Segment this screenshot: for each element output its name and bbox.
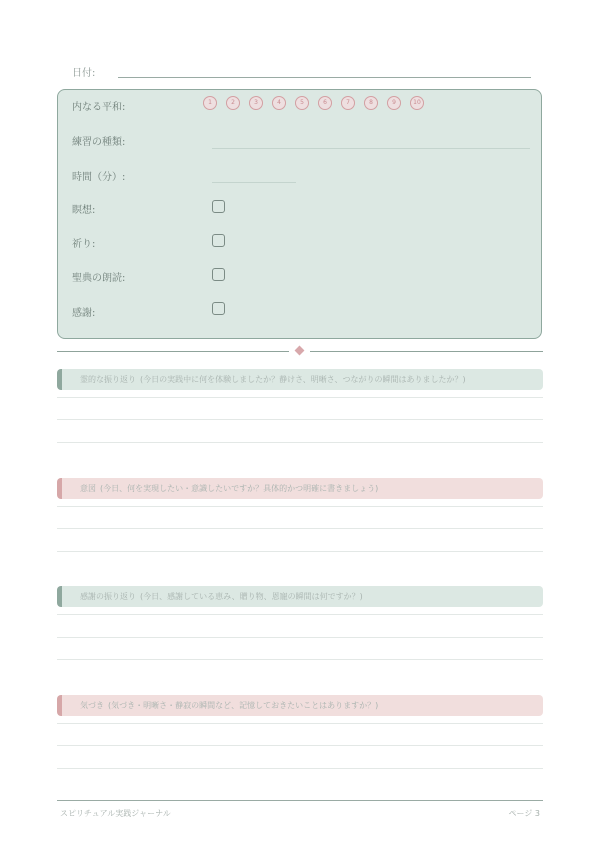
journal-title: スピリチュアル実践ジャーナル — [60, 809, 171, 818]
diamond-ornament-icon — [295, 346, 305, 356]
divider-right — [310, 351, 543, 352]
footer-divider — [57, 800, 543, 801]
scripture-reading-label: 聖典の朗読: — [72, 273, 126, 284]
writing-line[interactable] — [57, 637, 543, 638]
daily-checkin-panel — [57, 89, 542, 339]
scale-circle-2[interactable]: 2 — [226, 96, 240, 110]
scale-circle-8[interactable]: 8 — [364, 96, 378, 110]
section-prompt: (気づき・明晰さ・静寂の瞬間など、記憶しておきたいことはありますか？) — [108, 701, 379, 710]
divider-left — [57, 351, 289, 352]
date-label: 日付: — [72, 68, 96, 79]
writing-line[interactable] — [57, 723, 543, 724]
prayer-label: 祈り: — [72, 239, 96, 250]
section-title: 意図 — [80, 484, 96, 493]
scale-circle-7[interactable]: 7 — [341, 96, 355, 110]
scale-circle-1[interactable]: 1 — [203, 96, 217, 110]
writing-line[interactable] — [57, 442, 543, 443]
time-label: 時間（分）: — [72, 172, 126, 183]
section-prompt: (今日の実践中に何を体験しましたか？静けさ、明晰さ、つながりの瞬間はありましたか？) — [140, 375, 466, 384]
scripture-reading-checkbox[interactable] — [212, 268, 225, 281]
scale-circle-6[interactable]: 6 — [318, 96, 332, 110]
inner-peace-scale — [203, 96, 424, 110]
scale-circle-4[interactable]: 4 — [272, 96, 286, 110]
writing-line[interactable] — [57, 506, 543, 507]
scale-circle-10[interactable]: 10 — [410, 96, 424, 110]
inner-peace-label: 内なる平和: — [72, 102, 126, 113]
writing-line[interactable] — [57, 419, 543, 420]
writing-line[interactable] — [57, 745, 543, 746]
page-number: ページ 3 — [508, 809, 540, 818]
writing-line[interactable] — [57, 551, 543, 552]
prayer-checkbox[interactable] — [212, 234, 225, 247]
section-title: 感謝の振り返り — [80, 592, 136, 601]
gratitude-checkbox[interactable] — [212, 302, 225, 315]
section-title: 気づき — [80, 701, 104, 710]
section-header-insights — [57, 695, 543, 716]
section-header-intention — [57, 478, 543, 499]
section-prompt: (今日、感謝している恵み、贈り物、恩寵の瞬間は何ですか？) — [140, 592, 363, 601]
scale-circle-3[interactable]: 3 — [249, 96, 263, 110]
section-header-gratitude-reflection — [57, 586, 543, 607]
section-title: 霊的な振り返り — [80, 375, 136, 384]
writing-line[interactable] — [57, 768, 543, 769]
scale-circle-9[interactable]: 9 — [387, 96, 401, 110]
practice-type-field[interactable] — [212, 148, 530, 149]
writing-line[interactable] — [57, 528, 543, 529]
scale-circle-5[interactable]: 5 — [295, 96, 309, 110]
writing-line[interactable] — [57, 614, 543, 615]
practice-type-label: 練習の種類: — [72, 137, 126, 148]
meditation-label: 瞑想: — [72, 205, 96, 216]
meditation-checkbox[interactable] — [212, 200, 225, 213]
section-prompt: (今日、何を実現したい・意識したいですか？具体的かつ明確に書きましょう) — [100, 484, 379, 493]
section-header-spiritual-reflection — [57, 369, 543, 390]
writing-line[interactable] — [57, 659, 543, 660]
writing-line[interactable] — [57, 397, 543, 398]
time-field[interactable] — [212, 182, 296, 183]
gratitude-label: 感謝: — [72, 308, 96, 319]
date-input-line[interactable] — [118, 77, 531, 78]
